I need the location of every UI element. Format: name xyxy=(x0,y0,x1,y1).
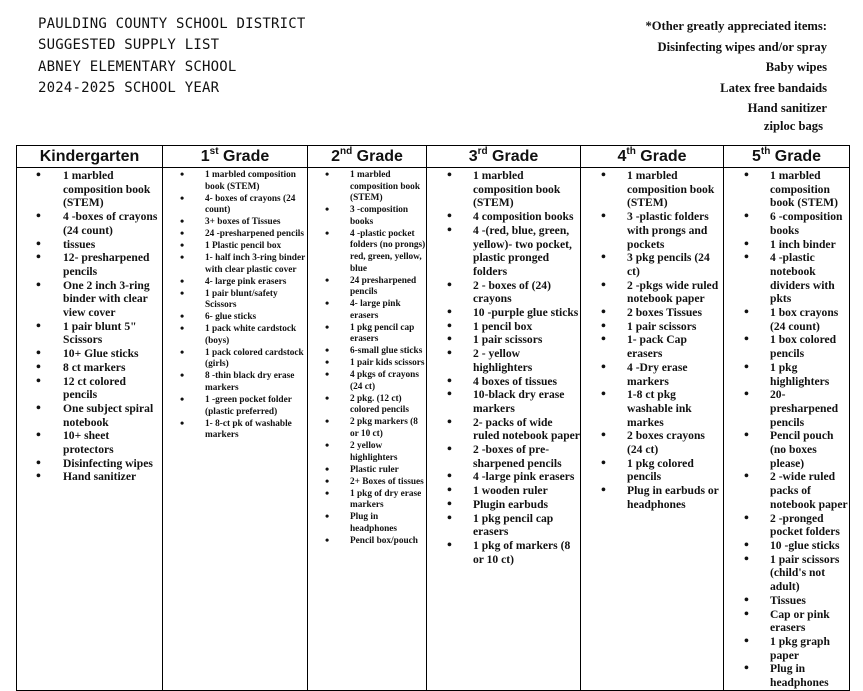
school-year: 2024-2025 SCHOOL YEAR xyxy=(38,80,220,97)
supply-item: • Pencil pouch (no boxes please) xyxy=(770,429,849,470)
supply-item: • 1 pencil box xyxy=(473,320,580,334)
supply-item: • 1 pkg pencil cap erasers xyxy=(473,512,580,539)
supply-item: • 3 -plastic folders with prongs and pockets xyxy=(627,210,723,251)
grade-4-column xyxy=(581,168,724,691)
supply-item: • 4 -large pink erasers xyxy=(473,470,580,484)
grade-1-supply-list xyxy=(163,168,307,442)
supply-item: • 1 pkg of markers (8 or 10 ct) xyxy=(473,539,580,566)
other-item: ziploc bags xyxy=(763,118,823,133)
grade-header-4th: 4th Grade xyxy=(581,146,724,168)
supply-item: • 1 marbled composition book (STEM) xyxy=(770,169,849,210)
supply-item: • 1 pkg pencil cap erasers xyxy=(350,323,426,346)
supply-item: • 4 -(red, blue, green, yellow)- two pocket, plastic pronged folders xyxy=(473,224,580,279)
supply-item: • 1 wooden ruler xyxy=(473,484,580,498)
other-items-list xyxy=(645,16,827,133)
supply-item: • 1 marbled composition book (STEM) xyxy=(63,169,162,210)
supply-item: • 4- large pink erasers xyxy=(205,277,307,289)
supply-item: • 3 pkg pencils (24 ct) xyxy=(627,251,723,278)
supply-item: • 2 yellow highlighters xyxy=(350,441,426,464)
grade-5-column xyxy=(724,168,850,691)
supply-item: • Plastic ruler xyxy=(350,465,426,477)
supply-item: • 3 -composition books xyxy=(350,205,426,228)
supply-item: • 1 pair kids scissors xyxy=(350,358,426,370)
other-item: Baby wipes xyxy=(765,60,827,75)
supply-item: • 4 composition books xyxy=(473,210,580,224)
supply-item: • 2 -boxes of pre-sharpened pencils xyxy=(473,443,580,470)
supply-item: • 2 pkg. (12 ct) colored pencils xyxy=(350,394,426,417)
supply-item: • 2 - boxes of (24) crayons xyxy=(473,279,580,306)
supply-item: • Plugin earbuds xyxy=(473,498,580,512)
supply-item: • 1 Plastic pencil box xyxy=(205,241,307,253)
supply-item: • 10+ Glue sticks xyxy=(63,347,162,361)
supply-item: • 2 boxes Tissues xyxy=(627,306,723,320)
supply-item: • 1- 8-ct pk of washable markers xyxy=(205,419,307,442)
grade-1-column xyxy=(163,168,308,691)
grade-header-row xyxy=(17,146,850,168)
supply-item: • Plug in headphones xyxy=(350,512,426,535)
district-name: PAULDING COUNTY SCHOOL DISTRICT xyxy=(38,16,306,32)
supply-item: • 4 -boxes of crayons (24 count) xyxy=(63,210,162,237)
supply-item: • 8 -thin black dry erase markers xyxy=(205,371,307,394)
supply-item: • 10 -glue sticks xyxy=(770,539,849,553)
grade-4-supply-list xyxy=(581,168,723,512)
supply-item: • 1 pkg colored pencils xyxy=(627,457,723,484)
other-items-title: *Other greatly appreciated items: xyxy=(645,19,827,33)
supply-item: • 2 - yellow highlighters xyxy=(473,347,580,374)
supply-item: • 1-8 ct pkg washable ink markes xyxy=(627,388,723,429)
supply-item: • 4 -plastic pocket folders (no prongs) red, green, yellow, blue xyxy=(350,229,426,275)
other-item: Disinfecting wipes and/or spray xyxy=(657,39,827,54)
grade-2-supply-list xyxy=(308,168,426,547)
supply-item: • 12 ct colored pencils xyxy=(63,375,162,402)
supply-item: • 1 pkg highlighters xyxy=(770,361,849,388)
supply-item: • tissues xyxy=(63,238,162,252)
supply-item: • 4- large pink erasers xyxy=(350,299,426,322)
supply-item: • 1 pack white cardstock (boys) xyxy=(205,324,307,347)
supply-item: • 4 boxes of tissues xyxy=(473,375,580,389)
supply-item: • Disinfecting wipes xyxy=(63,457,162,471)
grade-header-5th: 5th Grade xyxy=(724,146,850,168)
other-item: Latex free bandaids xyxy=(720,80,827,95)
supply-table xyxy=(16,145,850,691)
supply-item: • 1 marbled composition book (STEM) xyxy=(350,170,426,205)
grade-5-supply-list xyxy=(724,168,849,690)
school-header xyxy=(38,14,306,100)
supply-item: • 1 marbled composition book (STEM) xyxy=(473,169,580,210)
supply-item: • 6- glue sticks xyxy=(205,312,307,324)
grade-3-supply-list xyxy=(427,168,580,566)
supply-item: • 1 pkg of dry erase markers xyxy=(350,489,426,512)
other-item: Hand sanitizer xyxy=(747,101,827,116)
supply-item: • 1 pair scissors xyxy=(627,320,723,334)
supply-item: • 1 pair blunt 5" Scissors xyxy=(63,320,162,347)
supply-item: • Tissues xyxy=(770,594,849,608)
supply-item: • 2+ Boxes of tissues xyxy=(350,477,426,489)
supply-item: • 1 marbled composition book (STEM) xyxy=(627,169,723,210)
supply-item: • 8 ct markers xyxy=(63,361,162,375)
grade-header-2nd: 2nd Grade xyxy=(308,146,427,168)
supply-item: • 4 pkgs of crayons (24 ct) xyxy=(350,370,426,393)
supply-item: • 4 -plastic notebook dividers with pkts xyxy=(770,251,849,306)
supply-row xyxy=(17,168,850,691)
supply-item: • 4 -Dry erase markers xyxy=(627,361,723,388)
grade-3-column xyxy=(427,168,581,691)
supply-item: • Plug in headphones xyxy=(770,662,849,689)
supply-item: • 3+ boxes of Tissues xyxy=(205,217,307,229)
supply-item: • 10 -purple glue sticks xyxy=(473,306,580,320)
supply-item: • 12- presharpened pencils xyxy=(63,251,162,278)
supply-item: • 1 box crayons (24 count) xyxy=(770,306,849,333)
grade-header-3rd: 3rd Grade xyxy=(427,146,581,168)
supply-item: • 24 -presharpened pencils xyxy=(205,229,307,241)
supply-item: • One subject spiral notebook xyxy=(63,402,162,429)
school-name: ABNEY ELEMENTARY SCHOOL xyxy=(38,58,237,75)
supply-item: • 1- pack Cap erasers xyxy=(627,333,723,360)
kindergarten-supply-list xyxy=(17,168,162,484)
grade-2-column xyxy=(308,168,427,691)
supply-item: • 1 pkg graph paper xyxy=(770,635,849,662)
supply-item: • 1 -green pocket folder (plastic preferred) xyxy=(205,395,307,418)
list-title: SUGGESTED SUPPLY LIST xyxy=(38,37,220,54)
kindergarten-column xyxy=(17,168,163,691)
supply-item: • 1 pair scissors (child's not adult) xyxy=(770,553,849,594)
supply-item: • 4- boxes of crayons (24 count) xyxy=(205,194,307,217)
supply-item: • One 2 inch 3-ring binder with clear view cover xyxy=(63,279,162,320)
supply-item: • 2 -wide ruled packs of notebook paper xyxy=(770,470,849,511)
supply-item: • 1 marbled composition book (STEM) xyxy=(205,170,307,193)
supply-item: • 24 presharpened pencils xyxy=(350,276,426,299)
supply-item: • 20- presharpened pencils xyxy=(770,388,849,429)
supply-item: • 6-small glue sticks xyxy=(350,346,426,358)
supply-item: • 2 pkg markers (8 or 10 ct) xyxy=(350,417,426,440)
supply-item: • 1 pair blunt/safety Scissors xyxy=(205,289,307,312)
supply-item: • 2- packs of wide ruled notebook paper xyxy=(473,416,580,443)
supply-item: • Hand sanitizer xyxy=(63,470,162,484)
supply-item: • 6 -composition books xyxy=(770,210,849,237)
supply-item: • Plug in earbuds or headphones xyxy=(627,484,723,511)
supply-item: • 2 -pkgs wide ruled notebook paper xyxy=(627,279,723,306)
supply-item: • 1- half inch 3-ring binder with clear plastic cover xyxy=(205,253,307,276)
grade-header-kindergarten: Kindergarten xyxy=(17,146,163,168)
supply-item: • 10-black dry erase markers xyxy=(473,388,580,415)
grade-header-1st: 1st Grade xyxy=(163,146,308,168)
supply-item: • Cap or pink erasers xyxy=(770,608,849,635)
supply-item: • 1 pack colored cardstock (girls) xyxy=(205,348,307,371)
supply-item: • 10+ sheet protectors xyxy=(63,429,162,456)
supply-item: • 2 -pronged pocket folders xyxy=(770,512,849,539)
supply-item: • 1 inch binder xyxy=(770,238,849,252)
supply-item: • 2 boxes crayons (24 ct) xyxy=(627,429,723,456)
supply-item: • Pencil box/pouch xyxy=(350,536,426,548)
supply-item: • 1 box colored pencils xyxy=(770,333,849,360)
supply-item: • 1 pair scissors xyxy=(473,333,580,347)
